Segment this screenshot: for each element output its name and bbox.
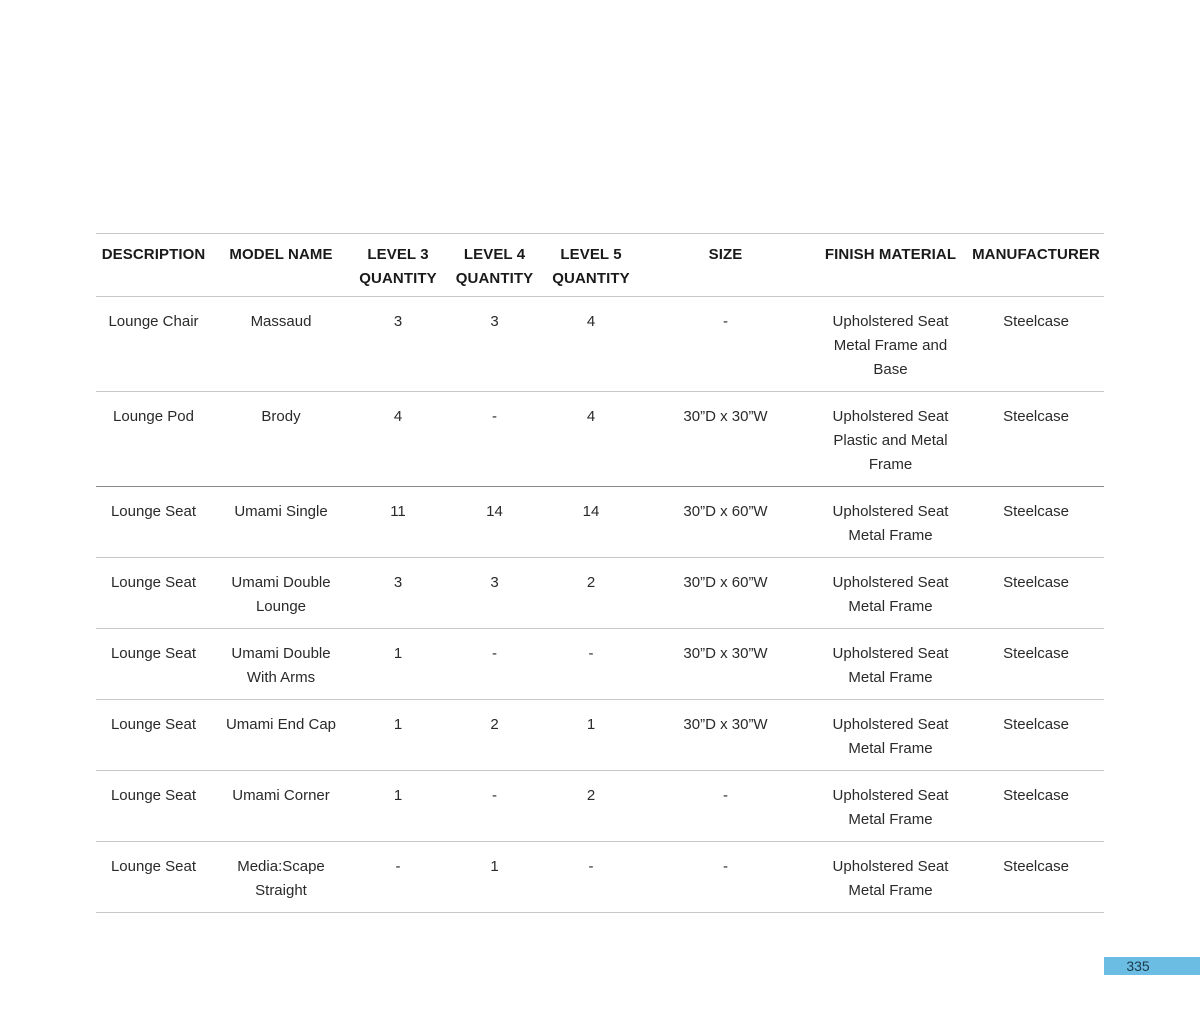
cell-line: 3: [393, 313, 403, 330]
cell-line: -: [723, 787, 728, 804]
cell-line: Upholstered Seat: [832, 716, 949, 733]
cell-level4-quantity: [445, 392, 544, 487]
cell-line: With Arms: [246, 669, 316, 686]
cell-line: Upholstered Seat: [832, 408, 949, 425]
cell-manufacturer: [968, 771, 1104, 842]
cell-line: 14: [486, 503, 503, 520]
cell-line: -: [588, 645, 594, 662]
cell-level4-quantity: [445, 771, 544, 842]
table-header: [96, 234, 1104, 297]
cell-manufacturer: [968, 629, 1104, 700]
cell-line: Metal Frame: [848, 669, 933, 686]
table-row: [96, 487, 1104, 558]
cell-description: [96, 297, 211, 392]
cell-line: 30”D x 30”W: [683, 716, 768, 733]
table-row: [96, 842, 1104, 913]
page-number: 335: [1104, 957, 1200, 975]
header-line: LEVEL 3: [367, 246, 429, 263]
cell-line: Brody: [261, 408, 301, 425]
header-finish-material: [813, 234, 968, 297]
cell-level3-quantity: [351, 842, 445, 913]
cell-finish-material: [813, 487, 968, 558]
cell-level3-quantity: [351, 297, 445, 392]
cell-description: [96, 700, 211, 771]
cell-finish-material: [813, 558, 968, 629]
cell-line: -: [492, 408, 497, 425]
cell-size: [638, 629, 813, 700]
cell-line: Upholstered Seat: [832, 787, 949, 804]
cell-level4-quantity: [445, 297, 544, 392]
cell-manufacturer: [968, 558, 1104, 629]
header-line: QUANTITY: [455, 270, 534, 287]
cell-size: [638, 297, 813, 392]
cell-finish-material: [813, 297, 968, 392]
cell-line: Upholstered Seat: [832, 858, 949, 875]
cell-level3-quantity: [351, 700, 445, 771]
cell-finish-material: [813, 771, 968, 842]
cell-line: 2: [586, 787, 596, 804]
cell-level3-quantity: [351, 487, 445, 558]
header-line: QUANTITY: [359, 270, 437, 287]
cell-line: Steelcase: [1003, 313, 1069, 330]
cell-line: Umami Double: [231, 574, 331, 591]
header-level4-quantity: [445, 234, 544, 297]
header-line: DESCRIPTION: [101, 246, 206, 263]
cell-line: 30”D x 60”W: [683, 574, 768, 591]
cell-model-name: [211, 700, 351, 771]
cell-manufacturer: [968, 392, 1104, 487]
cell-line: 2: [586, 574, 596, 591]
header-manufacturer: [968, 234, 1104, 297]
cell-level3-quantity: [351, 771, 445, 842]
cell-line: Upholstered Seat: [832, 574, 949, 591]
cell-line: 3: [490, 574, 499, 591]
cell-line: 1: [393, 787, 403, 804]
cell-level3-quantity: [351, 558, 445, 629]
cell-line: 30”D x 60”W: [683, 503, 768, 520]
cell-line: 1: [393, 645, 403, 662]
cell-line: Steelcase: [1003, 408, 1069, 425]
cell-level3-quantity: [351, 392, 445, 487]
header-line: QUANTITY: [552, 270, 630, 287]
cell-line: 3: [490, 313, 499, 330]
cell-size: [638, 558, 813, 629]
cell-line: Umami End Cap: [225, 716, 337, 733]
cell-line: Massaud: [250, 313, 312, 330]
cell-size: [638, 842, 813, 913]
cell-level5-quantity: [544, 700, 638, 771]
cell-line: Umami Corner: [232, 787, 330, 804]
header-line: LEVEL 5: [560, 246, 622, 263]
cell-line: 30”D x 30”W: [683, 408, 768, 425]
cell-model-name: [211, 558, 351, 629]
cell-line: -: [723, 313, 728, 330]
cell-level4-quantity: [445, 700, 544, 771]
cell-line: -: [723, 858, 728, 875]
cell-line: Lounge Seat: [110, 503, 197, 520]
cell-description: [96, 487, 211, 558]
cell-manufacturer: [968, 842, 1104, 913]
cell-line: 3: [393, 574, 403, 591]
cell-line: Lounge Chair: [108, 313, 199, 330]
table-row: [96, 392, 1104, 487]
cell-line: 14: [582, 503, 600, 520]
cell-size: [638, 487, 813, 558]
cell-level4-quantity: [445, 629, 544, 700]
header-level3-quantity: [351, 234, 445, 297]
cell-line: Upholstered Seat: [832, 645, 949, 662]
cell-finish-material: [813, 392, 968, 487]
table-row: [96, 771, 1104, 842]
cell-line: Metal Frame: [848, 882, 933, 899]
cell-model-name: [211, 392, 351, 487]
cell-level4-quantity: [445, 842, 544, 913]
cell-line: 4: [586, 408, 596, 425]
cell-size: [638, 700, 813, 771]
furniture-schedule-table: [96, 233, 1104, 913]
header-line: SIZE: [708, 246, 743, 263]
cell-line: Steelcase: [1003, 858, 1069, 875]
cell-size: [638, 392, 813, 487]
cell-line: 11: [390, 503, 406, 520]
cell-description: [96, 629, 211, 700]
header-level5-quantity: [544, 234, 638, 297]
cell-model-name: [211, 487, 351, 558]
header-line: MANUFACTURER: [972, 246, 1100, 263]
header-line: MODEL NAME: [229, 246, 333, 263]
cell-level5-quantity: [544, 487, 638, 558]
cell-line: Metal Frame: [848, 527, 933, 544]
cell-line: Umami Single: [234, 503, 328, 520]
header-row: [96, 234, 1104, 297]
cell-line: Lounge: [255, 598, 307, 615]
cell-level5-quantity: [544, 771, 638, 842]
cell-level3-quantity: [351, 629, 445, 700]
table-row: [96, 297, 1104, 392]
cell-line: Steelcase: [1003, 787, 1069, 804]
cell-line: Plastic and Metal: [833, 432, 948, 449]
cell-manufacturer: [968, 487, 1104, 558]
cell-level5-quantity: [544, 392, 638, 487]
cell-finish-material: [813, 629, 968, 700]
cell-line: Metal Frame: [848, 740, 933, 757]
cell-line: Lounge Seat: [110, 645, 197, 662]
cell-level5-quantity: [544, 842, 638, 913]
cell-line: Upholstered Seat: [832, 313, 949, 330]
header-description: [96, 234, 211, 297]
cell-line: Steelcase: [1003, 503, 1069, 520]
cell-line: Steelcase: [1003, 645, 1069, 662]
cell-level5-quantity: [544, 629, 638, 700]
cell-model-name: [211, 297, 351, 392]
cell-description: [96, 558, 211, 629]
cell-line: Base: [873, 361, 908, 378]
cell-line: Lounge Seat: [110, 787, 197, 804]
cell-line: Lounge Seat: [110, 574, 197, 591]
cell-level5-quantity: [544, 297, 638, 392]
header-line: LEVEL 4: [463, 246, 526, 263]
cell-line: -: [588, 858, 594, 875]
cell-description: [96, 771, 211, 842]
header-model-name: [211, 234, 351, 297]
cell-level5-quantity: [544, 558, 638, 629]
cell-line: 1: [586, 716, 596, 733]
table-body: [96, 297, 1104, 913]
cell-line: Frame: [868, 456, 913, 473]
cell-line: Lounge Seat: [110, 716, 197, 733]
cell-line: Media:Scape: [237, 858, 325, 875]
header-line: FINISH MATERIAL: [824, 246, 957, 263]
cell-line: Metal Frame: [848, 598, 933, 615]
cell-finish-material: [813, 842, 968, 913]
cell-line: Steelcase: [1003, 716, 1069, 733]
table-row: [96, 629, 1104, 700]
cell-line: 1: [490, 858, 499, 875]
cell-size: [638, 771, 813, 842]
cell-line: Straight: [255, 882, 307, 899]
cell-line: 1: [393, 716, 403, 733]
cell-line: Metal Frame and: [833, 337, 948, 354]
cell-line: -: [492, 645, 497, 662]
header-size: [638, 234, 813, 297]
cell-model-name: [211, 629, 351, 700]
table-row: [96, 558, 1104, 629]
cell-line: -: [492, 787, 497, 804]
cell-line: Steelcase: [1003, 574, 1069, 591]
cell-line: 2: [490, 716, 499, 733]
cell-level4-quantity: [445, 558, 544, 629]
cell-finish-material: [813, 700, 968, 771]
cell-line: Lounge Pod: [113, 408, 194, 425]
cell-line: Upholstered Seat: [832, 503, 949, 520]
cell-line: 30”D x 30”W: [683, 645, 768, 662]
cell-manufacturer: [968, 297, 1104, 392]
cell-description: [96, 392, 211, 487]
table-row: [96, 700, 1104, 771]
cell-line: -: [395, 858, 401, 875]
cell-level4-quantity: [445, 487, 544, 558]
cell-line: 4: [586, 313, 596, 330]
cell-model-name: [211, 771, 351, 842]
cell-line: Metal Frame: [848, 811, 933, 828]
cell-manufacturer: [968, 700, 1104, 771]
cell-line: Umami Double: [231, 645, 331, 662]
cell-model-name: [211, 842, 351, 913]
cell-description: [96, 842, 211, 913]
cell-line: Lounge Seat: [110, 858, 197, 875]
cell-line: 4: [393, 408, 403, 425]
